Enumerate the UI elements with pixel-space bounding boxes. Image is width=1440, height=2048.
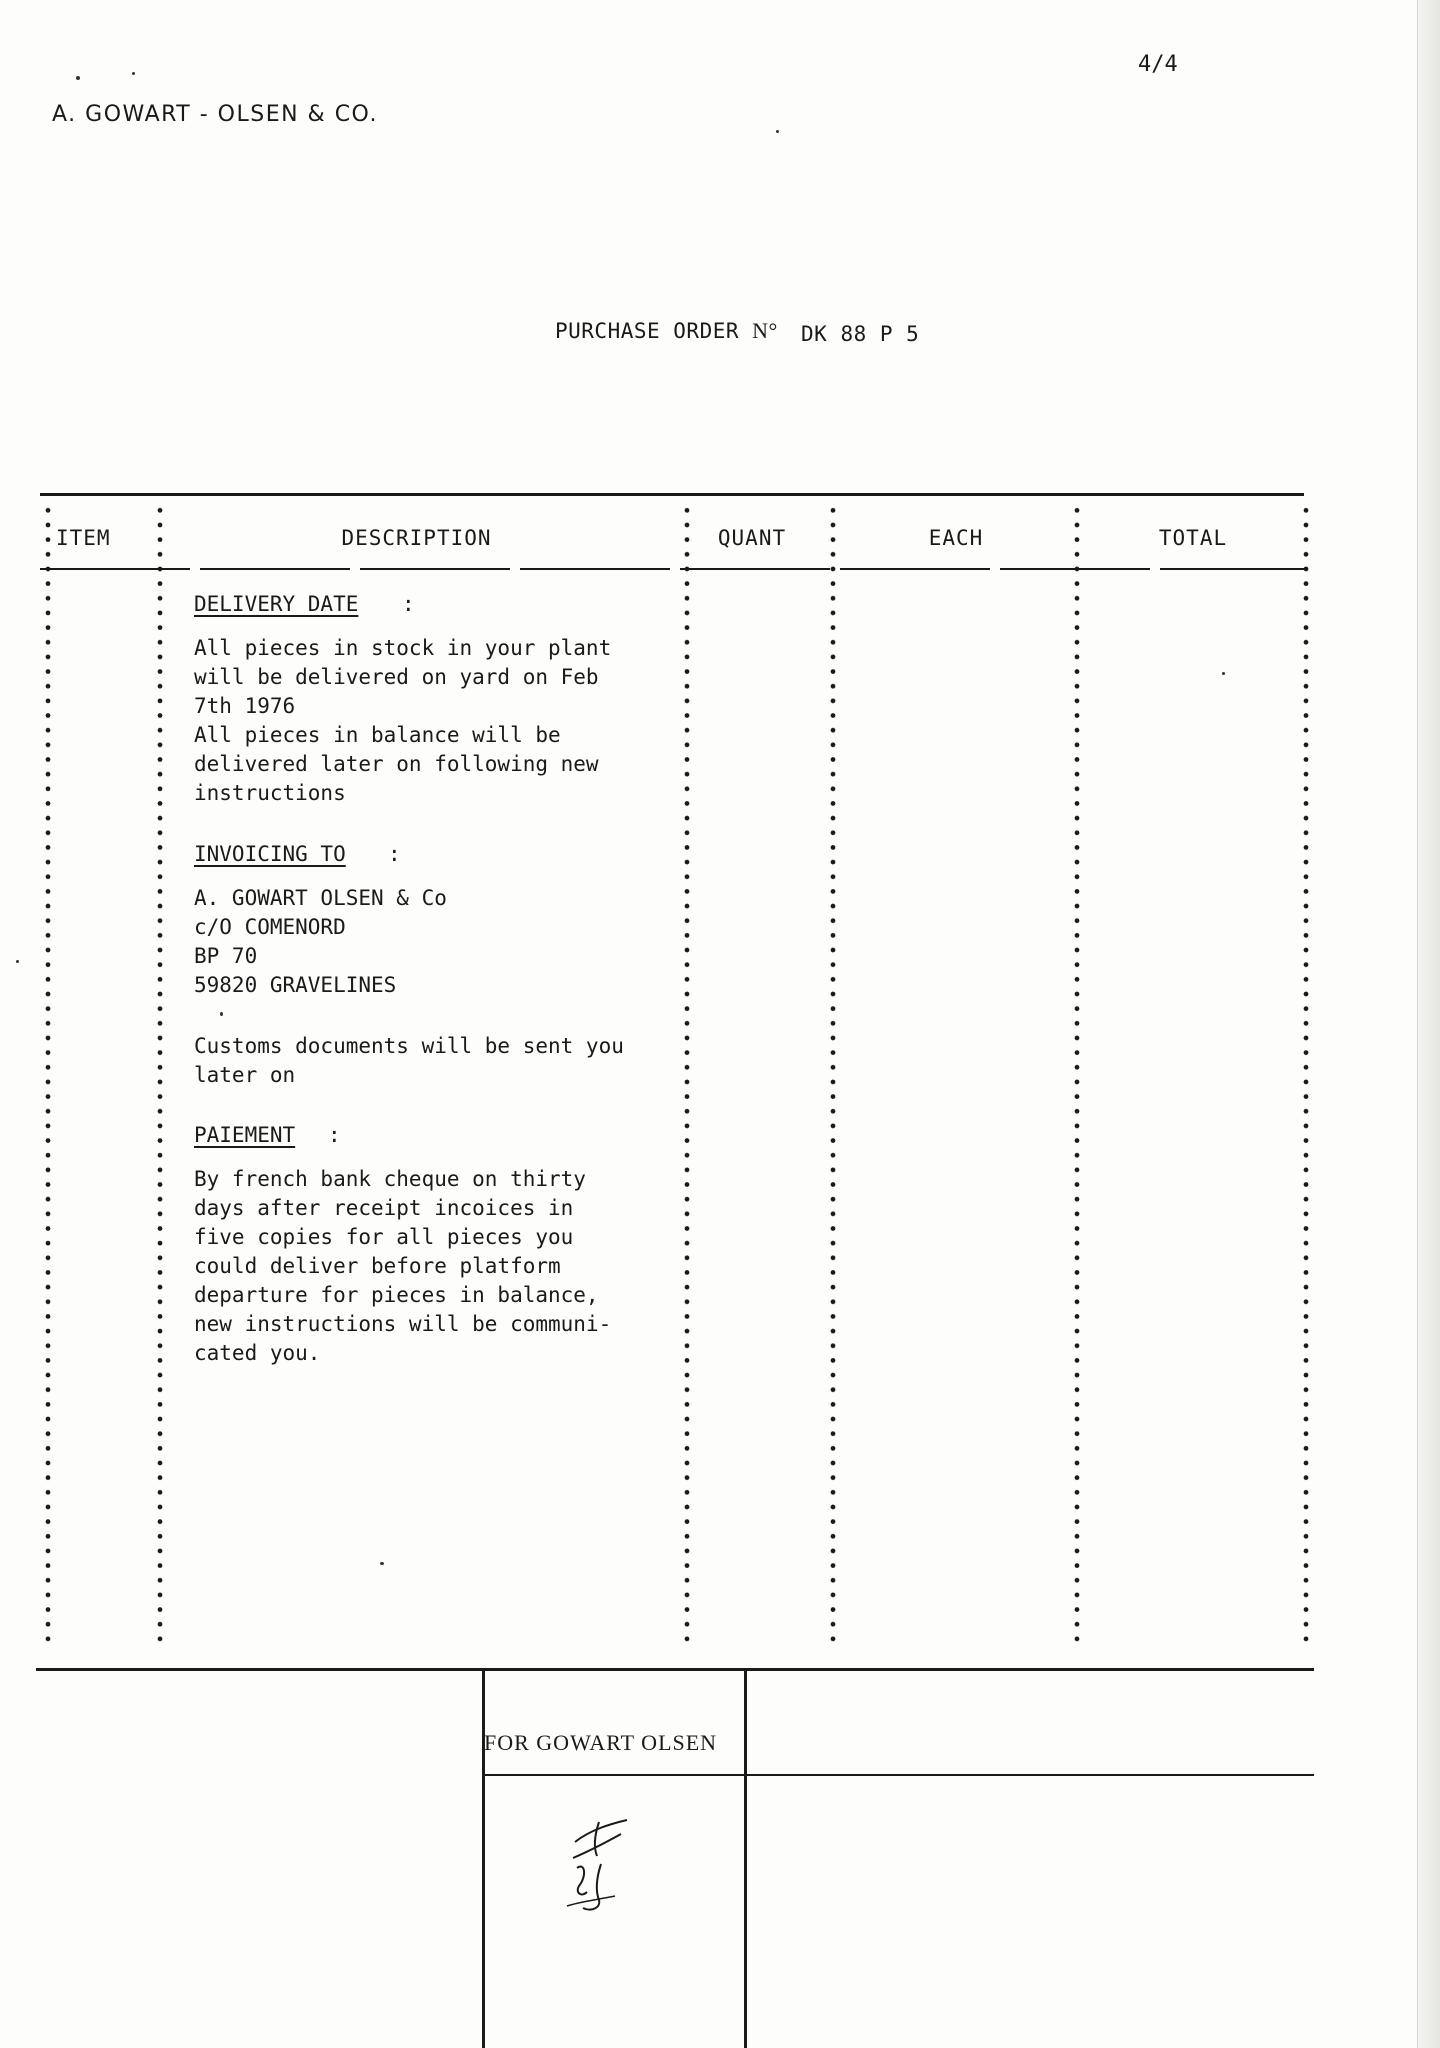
- column-separator-left: [44, 503, 52, 1647]
- scan-speck: [16, 960, 19, 963]
- header-total: TOTAL: [1158, 526, 1228, 550]
- delivery-line: All pieces in balance will be: [194, 723, 561, 747]
- table-top-rule: [40, 493, 1304, 496]
- payment-line: By french bank cheque on thirty: [194, 1167, 586, 1191]
- scan-speck: [132, 72, 135, 75]
- payment-line: new instructions will be communi-: [194, 1312, 612, 1336]
- customs-line: Customs documents will be sent you: [194, 1034, 624, 1058]
- delivery-line: instructions: [194, 781, 346, 805]
- header-description: DESCRIPTION: [341, 526, 492, 550]
- scan-speck: [380, 1562, 384, 1565]
- invoicing-heading-colon: :: [388, 842, 401, 866]
- page-edge: [1417, 0, 1440, 2048]
- header-underline: [40, 568, 1304, 570]
- delivery-date-heading-colon: :: [402, 592, 415, 616]
- payment-heading: PAIEMENT: [194, 1123, 296, 1147]
- invoicing-line: 59820 GRAVELINES: [194, 973, 397, 997]
- column-separator-right: [1302, 503, 1310, 1647]
- signature-box-right-border: [744, 1670, 747, 2048]
- column-separator-quant: [829, 503, 837, 1647]
- delivery-line: will be delivered on yard on Feb: [194, 665, 599, 689]
- scan-speck: [220, 1012, 223, 1016]
- header-each: EACH: [928, 526, 984, 550]
- invoicing-heading: INVOICING TO: [194, 842, 346, 866]
- signature-box-left-border: [482, 1670, 485, 2048]
- signature-box-divider: [484, 1774, 1314, 1776]
- column-separator-each: [1073, 503, 1081, 1647]
- header-item: ITEM: [56, 526, 111, 550]
- company-letterhead: A. GOWART - OLSEN & CO.: [52, 102, 378, 127]
- payment-line: cated you.: [194, 1341, 321, 1365]
- po-number-sign: N°: [752, 318, 778, 343]
- page-number: 4/4: [1138, 52, 1178, 77]
- purchase-order-title: [555, 318, 919, 344]
- payment-line: departure for pieces in balance,: [194, 1283, 599, 1307]
- invoicing-line: BP 70: [194, 944, 258, 968]
- invoicing-line: c/O COMENORD: [194, 915, 346, 939]
- header-quant: QUANT: [717, 526, 787, 550]
- table-bottom-rule: [36, 1668, 1314, 1671]
- scan-speck: [1222, 672, 1225, 675]
- payment-line: days after receipt incoices in: [194, 1196, 574, 1220]
- payment-heading-colon: :: [328, 1123, 341, 1147]
- customs-line: later on: [194, 1063, 296, 1087]
- handwritten-signature: [555, 1812, 645, 1922]
- column-separator-item: [156, 503, 164, 1647]
- po-number: DK 88 P 5: [801, 322, 920, 346]
- po-label: PURCHASE ORDER: [555, 319, 740, 343]
- delivery-line: 7th 1976: [194, 694, 296, 718]
- scan-speck: [76, 76, 80, 80]
- delivery-line: delivered later on following new: [194, 752, 599, 776]
- invoicing-line: A. GOWART OLSEN & Co: [194, 886, 447, 910]
- delivery-date-heading: DELIVERY DATE: [194, 592, 359, 616]
- signature-label: FOR GOWART OLSEN: [484, 1730, 718, 1755]
- scan-speck: [776, 130, 779, 133]
- delivery-line: All pieces in stock in your plant: [194, 636, 612, 660]
- column-separator-description: [683, 503, 691, 1647]
- payment-line: five copies for all pieces you: [194, 1225, 574, 1249]
- payment-line: could deliver before platform: [194, 1254, 561, 1278]
